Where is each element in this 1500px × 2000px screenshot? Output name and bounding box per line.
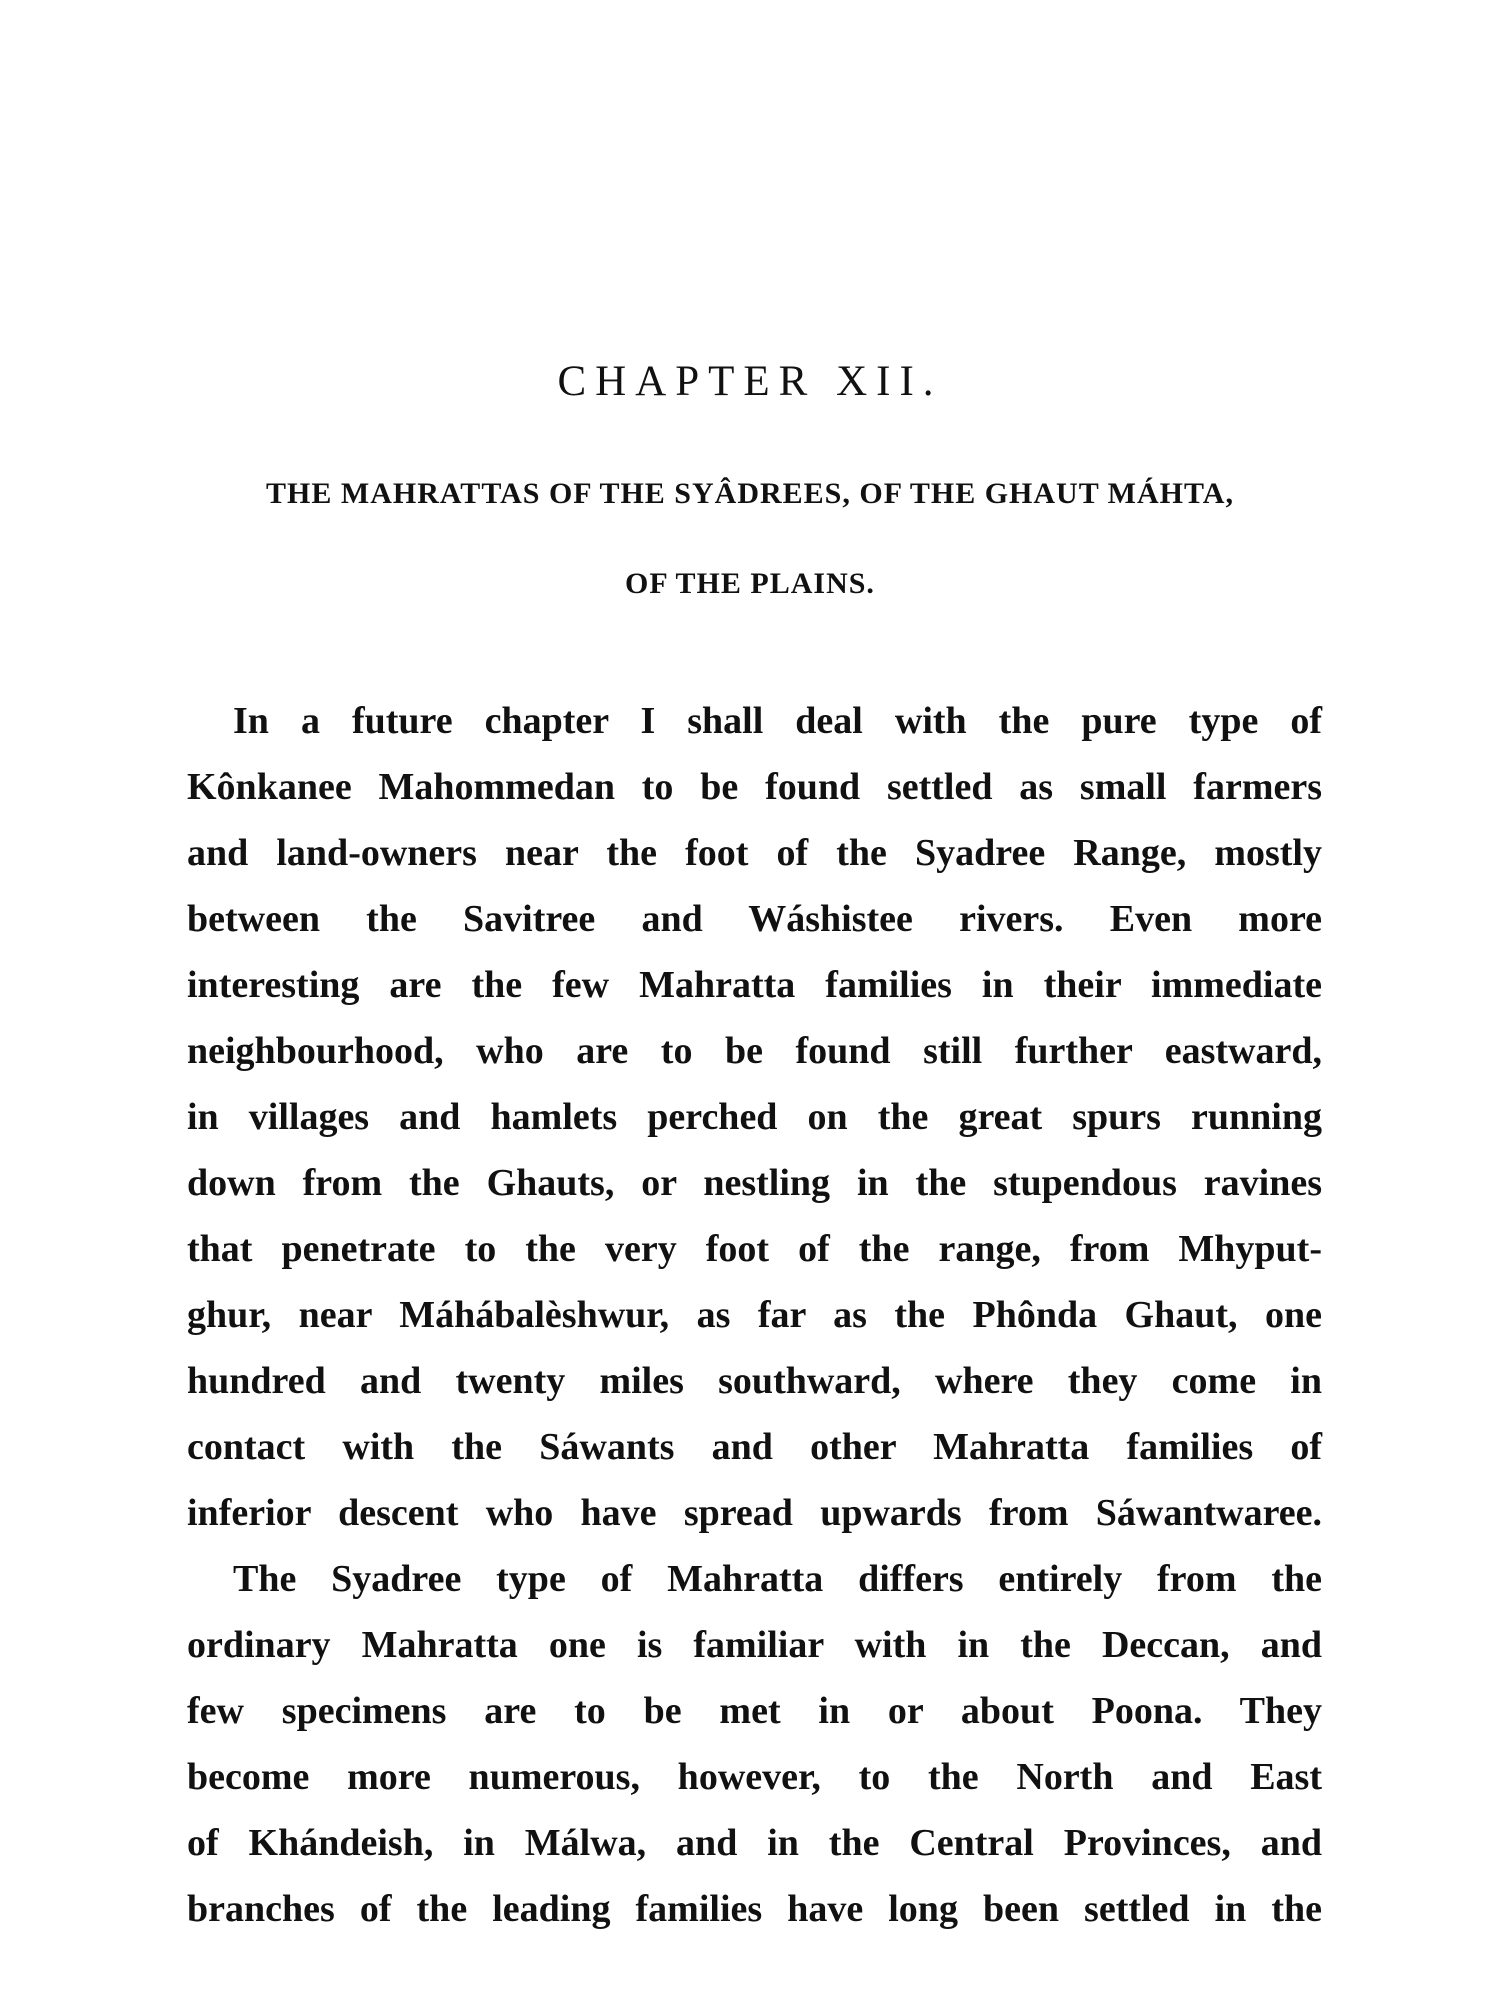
text-line: few specimens are to be met in or about Poona. They: [187, 1690, 1322, 1732]
paragraph-2: [187, 1546, 1322, 1942]
chapter-title-line-1: THE MAHRATTAS OF THE SYÂDREES, OF THE GHAUT MÁHTA,: [266, 477, 1234, 510]
text-line: hundred and twenty miles southward, where they come in: [187, 1360, 1322, 1402]
text-line: in villages and hamlets perched on the great spurs running: [187, 1096, 1322, 1138]
chapter-title-line-2: OF THE PLAINS.: [625, 567, 875, 600]
text-line: become more numerous, however, to the North and East: [187, 1756, 1322, 1798]
text-line: and land-owners near the foot of the Syadree Range, mostly: [187, 832, 1322, 874]
text-line: down from the Ghauts, or nestling in the stupendous ravines: [187, 1162, 1322, 1204]
text-line: that penetrate to the very foot of the range, from Mhyput-: [187, 1228, 1322, 1270]
text-line: between the Savitree and Wáshistee rivers. Even more: [187, 898, 1322, 940]
paragraph-1: [187, 688, 1322, 1546]
text-line: ordinary Mahratta one is familiar with in the Deccan, and: [187, 1624, 1322, 1666]
text-line: of Khándeish, in Málwa, and in the Central Provinces, and: [187, 1822, 1322, 1864]
text-line: contact with the Sáwants and other Mahratta families of: [187, 1426, 1322, 1468]
text-line: inferior descent who have spread upwards from Sáwantwaree.: [187, 1492, 1322, 1534]
chapter-number: CHAPTER XII.: [557, 358, 943, 405]
text-line: ghur, near Máhábalèshwur, as far as the Phônda Ghaut, one: [187, 1294, 1322, 1336]
text-line: The Syadree type of Mahratta differs entirely from the: [233, 1558, 1322, 1600]
text-line: interesting are the few Mahratta families in their immediate: [187, 964, 1322, 1006]
text-line: Kônkanee Mahommedan to be found settled as small farmers: [187, 766, 1322, 808]
text-line: neighbourhood, who are to be found still further eastward,: [187, 1030, 1322, 1072]
text-line: In a future chapter I shall deal with the pure type of: [233, 700, 1322, 742]
text-line: branches of the leading families have long been settled in the: [187, 1888, 1322, 1930]
